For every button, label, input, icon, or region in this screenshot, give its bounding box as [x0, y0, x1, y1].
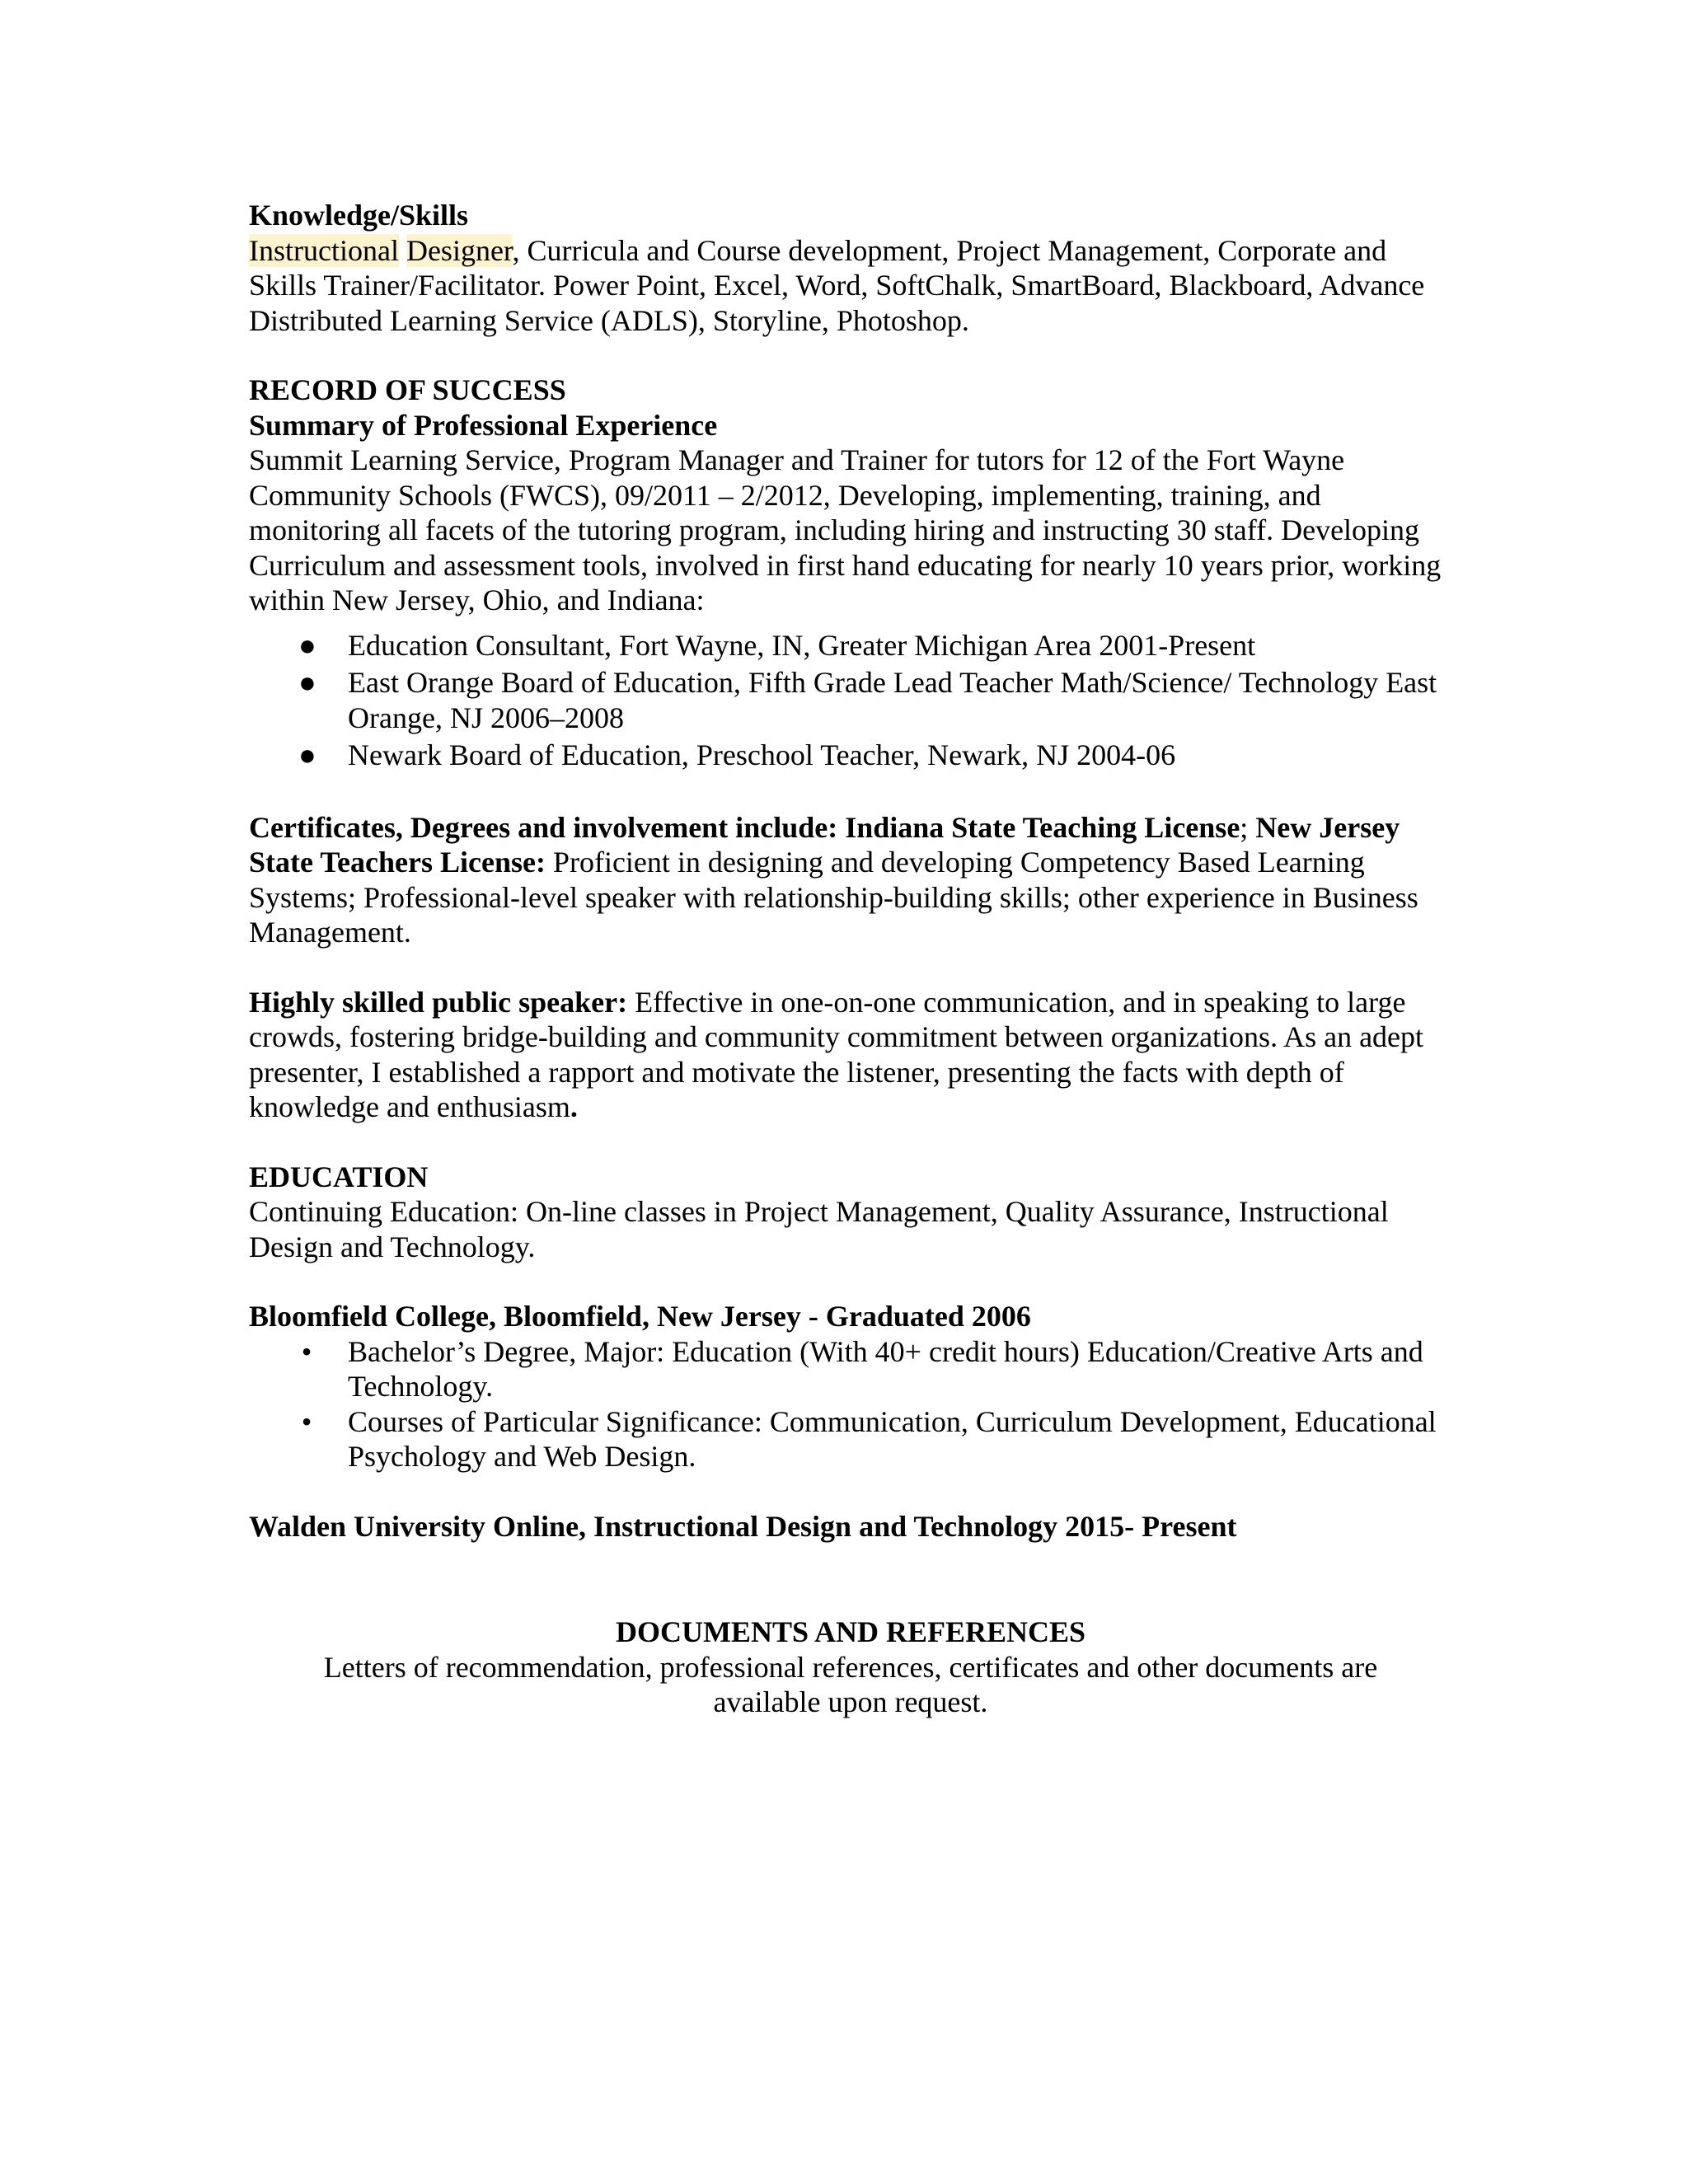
nj-license-lead: New Jersey State Teachers License: — [249, 810, 1400, 879]
list-item: • Courses of Particular Significance: Communication, Curriculum Development, Educational Psychology and Web Design. — [249, 1404, 1452, 1474]
certificates-text: Proficient in designing and developing Competency Based Learning Systems; Professional-level speaker with relationship-building skills; other experience in Business Management. — [249, 846, 1418, 949]
speaker-lead: Highly skilled public speaker: — [249, 985, 628, 1019]
list-item: ● East Orange Board of Education, Fifth Grade Lead Teacher Math/Science/ Technology East Orange, NJ 2006–2008 — [298, 666, 1437, 734]
walden-line: Walden University Online, Instructional Design and Technology 2015- Present — [249, 1509, 1237, 1543]
certificates-paragraph: Certificates, Degrees and involvement include: Indiana State Teaching License; New Jersey State Teachers License: Proficient in designing and developing Competency Based Learning Systems; Professional-level speaker with relationship-building skills; other experience in Business Management. — [249, 810, 1418, 949]
highlight-instructional: Instructional — [249, 233, 399, 267]
list-item: • Bachelor’s Degree, Major: Education (With 40+ credit hours) Education/Creative Arts and Technology. — [249, 1334, 1452, 1404]
bullet-icon: ● — [298, 738, 316, 771]
list-item: ● Newark Board of Education, Preschool Teacher, Newark, NJ 2004-06 — [298, 738, 1176, 771]
knowledge-skills-list: , Curricula and Course development, Project Management, Corporate and Skills Trainer/Facilitator. Power Point, Excel, Word, SoftChalk, SmartBoard, Blackboard, Advance Distributed Learning Service (ADLS), Storyline, Photoshop. — [249, 233, 1425, 337]
documents-line-1: Letters of recommendation, professional references, certificates and other documents are — [323, 1650, 1378, 1684]
college-heading: Bloomfield College, Bloomfield, New Jersey - Graduated 2006 — [249, 1300, 1031, 1333]
record-heading: RECORD OF SUCCESS — [249, 373, 566, 406]
bullet-icon: ● — [298, 628, 316, 662]
certificates-lead: Certificates, Degrees and involvement include: Indiana State Teaching License — [249, 810, 1240, 844]
bullet-icon: • — [301, 1404, 312, 1438]
knowledge-heading: Knowledge/Skills — [249, 199, 469, 232]
knowledge-text — [249, 233, 1452, 339]
college-list — [249, 1334, 1452, 1474]
experience-list — [249, 628, 1452, 773]
resume-page — [249, 198, 1452, 1720]
education-heading: EDUCATION — [249, 1160, 429, 1193]
bullet-icon: ● — [298, 666, 316, 699]
speaker-paragraph: Highly skilled public speaker: Effective in one-on-one communication, and in speaking to large crowds, fostering bridge-building and community commitment between organizations. As an adept presenter, I established a rapport and motivate the listener, presenting the facts with depth of knowledge and enthusiasm. — [249, 985, 1424, 1123]
highlight-designer: Designer — [406, 233, 513, 267]
experience-subheading: Summary of Professional Experience — [249, 408, 718, 442]
continuing-education: Continuing Education: On-line classes in Project Management, Quality Assurance, Instructional Design and Technology. — [249, 1195, 1389, 1263]
documents-line-2: available upon request. — [713, 1685, 988, 1718]
documents-heading: DOCUMENTS AND REFERENCES — [615, 1615, 1086, 1648]
experience-summary: Summit Learning Service, Program Manager and Trainer for tutors for 12 of the Fort Wayne Community Schools (FWCS), 09/2011 – 2/2012, Developing, implementing, training, and monitoring all facets of the tutoring program, including hiring and instructing 30 staff. Developing Curriculum and assessment tools, involved in first hand educating for nearly 10 years prior, working within New Jersey, Ohio, and Indiana: — [249, 443, 1442, 616]
bullet-icon: • — [301, 1334, 312, 1368]
speaker-text: Effective in one-on-one communication, and in speaking to large crowds, fostering bridge-building and community commitment between organizations. As an adept presenter, I established a rapport and motivate the listener, presenting the facts with depth of knowledge and enthusiasm — [249, 985, 1424, 1123]
list-item: ● Education Consultant, Fort Wayne, IN, Greater Michigan Area 2001-Present — [298, 628, 1256, 662]
